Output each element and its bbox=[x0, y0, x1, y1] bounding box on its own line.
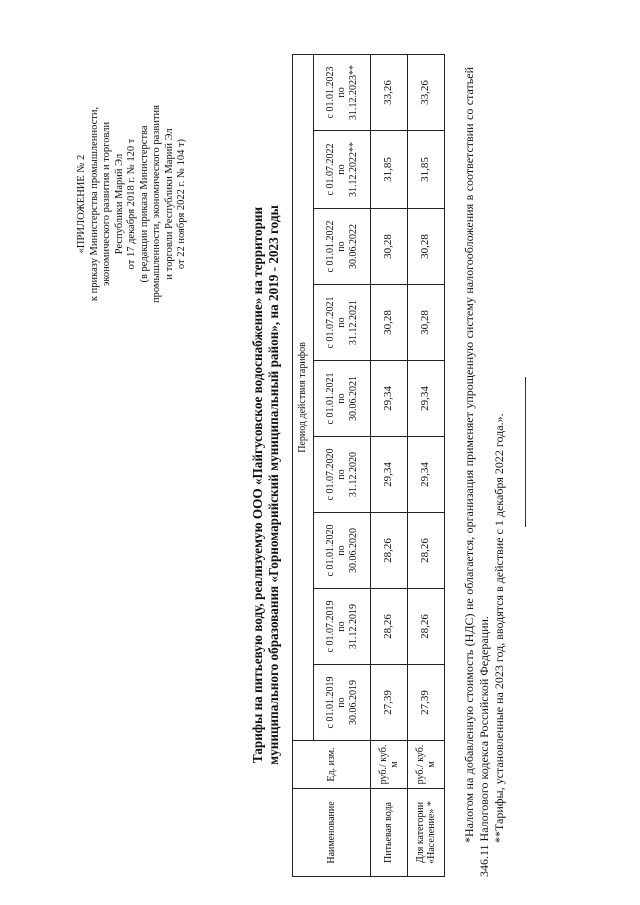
period-to: 31.12.2019 bbox=[347, 604, 359, 649]
period-header-cell bbox=[314, 361, 371, 437]
tariff-value: 29,34 bbox=[408, 437, 445, 513]
title-line-2: муниципального образования «Горномарийский муниципальный район», на 2019 - 2023 годы bbox=[266, 205, 281, 765]
tariff-value: 30,28 bbox=[371, 209, 408, 285]
tariff-value: 33,26 bbox=[408, 54, 445, 130]
period-to: 31.12.2020 bbox=[347, 452, 359, 497]
table-body bbox=[371, 54, 445, 876]
period-to: 31.12.2022** bbox=[347, 142, 359, 197]
tariff-value: 28,26 bbox=[371, 589, 408, 665]
tariff-value: 31,85 bbox=[408, 131, 445, 209]
notes-block bbox=[462, 67, 507, 877]
tariff-value: 27,39 bbox=[408, 665, 445, 741]
separator-line bbox=[525, 377, 526, 527]
period-po: по bbox=[336, 393, 348, 404]
appendix-line: от 22 ноября 2022 г. № 104 т) bbox=[176, 138, 187, 270]
table-row bbox=[408, 54, 445, 876]
period-header-cell bbox=[314, 665, 371, 741]
tariff-value: 30,28 bbox=[408, 209, 445, 285]
period-to: 30.06.2021 bbox=[347, 376, 359, 421]
tariff-value: 33,26 bbox=[371, 54, 408, 130]
period-from: с 01.01.2019 bbox=[324, 676, 336, 729]
header-row bbox=[293, 54, 314, 876]
period-to: 30.06.2022 bbox=[347, 224, 359, 269]
period-from: с 01.01.2020 bbox=[324, 524, 336, 577]
appendix-line: (в редакции приказа Министерства bbox=[138, 125, 150, 283]
tariff-value: 29,34 bbox=[371, 361, 408, 437]
period-header-cell bbox=[314, 209, 371, 285]
header-period: Период действия тарифов bbox=[293, 54, 314, 740]
note-vat: *Налогом на добавленную стоимость (НДС) не облагается, организация применяет упрощенную систему налогообложения в соответствии со статьей 346.11 Налогового кодекса Российской Федерации. bbox=[462, 67, 491, 877]
period-po: по bbox=[336, 697, 348, 708]
row-unit: руб./ куб. м bbox=[408, 741, 445, 789]
period-from: с 01.01.2021 bbox=[324, 372, 336, 425]
appendix-line: и торговли Республики Марий Эл bbox=[163, 128, 175, 280]
tariff-value: 28,26 bbox=[408, 513, 445, 589]
period-header-cell bbox=[314, 131, 371, 209]
period-header-cell bbox=[314, 54, 371, 130]
period-to: 31.12.2021 bbox=[347, 300, 359, 345]
tariff-value: 31,85 bbox=[371, 131, 408, 209]
tariff-value: 29,34 bbox=[408, 361, 445, 437]
tariff-value: 30,28 bbox=[371, 285, 408, 361]
tariff-value: 28,26 bbox=[371, 513, 408, 589]
appendix-line: к приказу Министерства промышленности, bbox=[88, 106, 100, 302]
title-line-1: Тарифы на питьевую воду, реализуемую ООО «Пайгусовское водоснабжение» на территории bbox=[250, 206, 265, 764]
tariff-value: 28,26 bbox=[408, 589, 445, 665]
period-po: по bbox=[336, 164, 348, 175]
period-po: по bbox=[336, 621, 348, 632]
appendix-block bbox=[76, 99, 189, 309]
period-po: по bbox=[336, 317, 348, 328]
row-name: Питьевая вода bbox=[371, 789, 408, 877]
appendix-line: экономического развития и торговли bbox=[101, 121, 112, 287]
tariff-table bbox=[292, 54, 445, 877]
period-to: 30.06.2019 bbox=[347, 680, 359, 725]
period-po: по bbox=[336, 87, 348, 98]
document-title bbox=[250, 135, 282, 835]
appendix-line: промышленности, экономического развития bbox=[151, 105, 162, 304]
tariff-value: 27,39 bbox=[371, 665, 408, 741]
row-unit: руб./ куб. м bbox=[371, 741, 408, 789]
header-unit: Ед. изм. bbox=[293, 741, 371, 789]
appendix-line: от 17 декабря 2018 г. № 120 т bbox=[126, 138, 137, 270]
table-row bbox=[371, 54, 408, 876]
period-to: 31.12.2023** bbox=[347, 64, 359, 120]
period-from: с 01.07.2022 bbox=[324, 143, 336, 196]
period-from: с 01.01.2023 bbox=[324, 66, 336, 119]
period-header-cell bbox=[314, 589, 371, 665]
period-po: по bbox=[336, 241, 348, 252]
period-from: с 01.07.2021 bbox=[324, 296, 336, 349]
period-po: по bbox=[336, 545, 348, 556]
appendix-line: «ПРИЛОЖЕНИЕ № 2 bbox=[76, 154, 87, 254]
row-name: Для категории «Население» * bbox=[408, 789, 445, 877]
period-header-cell bbox=[314, 285, 371, 361]
period-po: по bbox=[336, 469, 348, 480]
note-tariffs-2023: **Тарифы, установленные на 2023 год, вводятся в действие с 1 декабря 2022 года.». bbox=[492, 413, 506, 843]
tariff-value: 29,34 bbox=[371, 437, 408, 513]
period-from: с 01.07.2020 bbox=[324, 448, 336, 501]
period-from: с 01.01.2022 bbox=[324, 220, 336, 273]
period-from: с 01.07.2019 bbox=[324, 600, 336, 653]
period-header-cell bbox=[314, 513, 371, 589]
header-name: Наименование bbox=[293, 789, 371, 877]
appendix-line: Республики Марий Эл bbox=[113, 153, 125, 255]
period-header-cell bbox=[314, 437, 371, 513]
period-to: 30.06.2020 bbox=[347, 528, 359, 573]
tariff-value: 30,28 bbox=[408, 285, 445, 361]
